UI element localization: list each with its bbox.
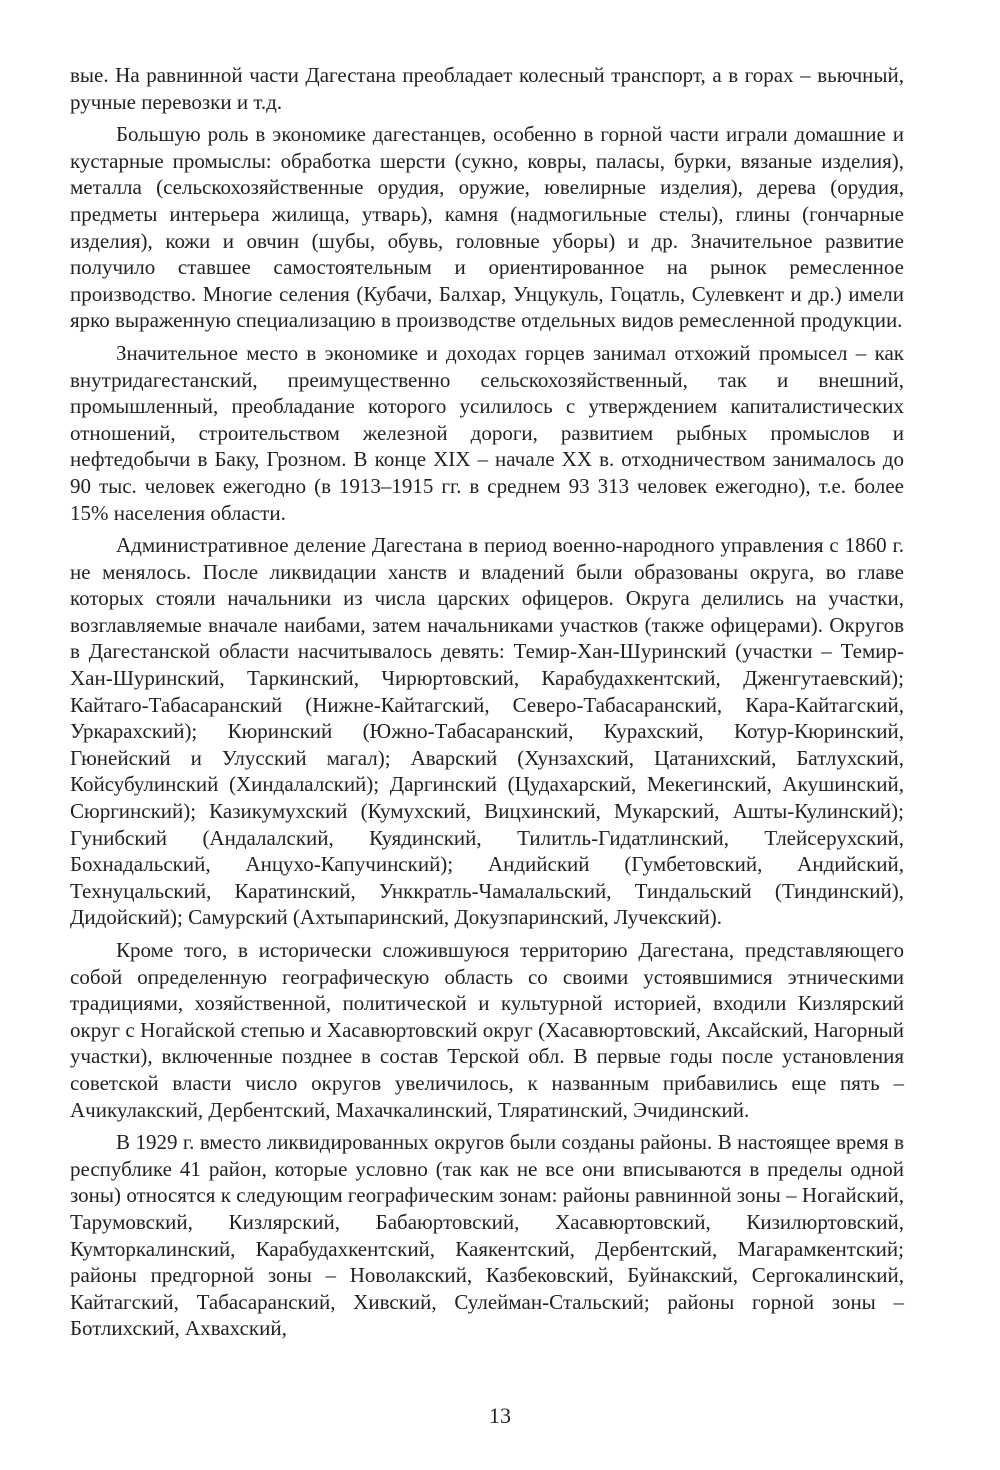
paragraph-migrant-work: Значительное место в экономике и доходах горцев занимал отхожий промысел – как внутридагестанский, преимущественно сельскохозяйственный, так и внешний, промышленный, преобладание которого усилилось с утверждением капиталистических отношений, строительством железной дороги, развитием рыбных промыслов и нефтедобычи в Баку, Грозном. В конце XIX – начале XX в. отходничеством занималось до 90 тыс. человек ежегодно (в 1913–1915 гг. в среднем 93 313 человек ежегодно), т.е. более 15% населения области.	[70, 340, 904, 525]
paragraph-historical-territory: Кроме того, в исторически сложившуюся территорию Дагестана, представляющего собой определенную географическую область со своими устоявшимися этническими традициями, хозяйственной, политической и культурной историей, входили Кизлярский округ с Ногайской степью и Хасавюртовский округ (Хасавюртовский, Аксайский, Нагорный участки), включенные позднее в состав Терской обл. В первые годы после установления советской власти число округов увеличилось, к названным прибавились еще пять – Ачикулакский, Дербентский, Махачкалинский, Тляратинский, Эчидинский.	[70, 938, 904, 1122]
page-number: 13	[489, 1403, 511, 1428]
paragraph-continued: вые. На равнинной части Дагестана преобладает колесный транспорт, а в горах – вьючный, ручные перевозки и т.д.	[70, 63, 904, 114]
body-text	[70, 62, 904, 1348]
paragraph-administrative-division: Административное деление Дагестана в период военно-народного управления с 1860 г. не менялось. После ликвидации ханств и владений были образованы округа, во главе которых стояли начальники из числа царских офицеров. Округа делились на участки, возглавляемые вначале наибами, затем начальниками участков (также офицерами). Округов в Дагестанской области насчитывалось девять: Темир-Хан-Шуринский (участки – Темир-Хан-Шуринский, Таркинский, Чирюртовский, Карабудахкентский, Дженгутаевский); Кайтаго-Табасаранский (Нижне-Кайтагский, Северо-Табасаранский, Кара-Кайтагский, Уркарахский); Кюринский (Южно-Табасаранский, Курахский, Котур-Кюринский, Гюнейский и Улусский магал); Аварский (Хунзахский, Цатанихский, Батлухский, Койсубулинский (Хиндалалский); Даргинский (Цудахарский, Мекегинский, Акушинский, Сюргинский); Казикумухский (Кумухский, Вицхинский, Мукарский, Ашты-Кулинский); Гунибский (Андалалский, Куядинский, Тилитль-Гидатлинский, Тлейсерухский, Бохнадальский, Анцухо-Капучинский); Андийский (Гумбетовский, Андийский, Технуцальский, Каратинский, Унккратль-Чамалальский, Тиндальский (Тиндинский), Дидойский); Самурский (Ахтыпаринский, Докузпаринский, Лучекский).	[70, 533, 904, 930]
paragraph-crafts: Большую роль в экономике дагестанцев, особенно в горной части играли домашние и кустарные промыслы: обработка шерсти (сукно, ковры, паласы, бурки, вязаные изделия), металла (сельскохозяйственные орудия, оружие, ювелирные изделия), дерева (орудия, предметы интерьера жилища, утварь), камня (надмогильные стелы), глины (гончарные изделия), кожи и овчин (шубы, обувь, головные уборы) и др. Значительное развитие получило ставшее самостоятельным и ориентированное на рынок ремесленное производство. Многие селения (Кубачи, Балхар, Унцукуль, Гоцатль, Сулевкент и др.) имели ярко выраженную специализацию в производстве отдельных видов ремесленной продукции.	[70, 122, 904, 333]
paragraph-districts: В 1929 г. вместо ликвидированных округов были созданы районы. В настоящее время в республике 41 район, которые условно (так как не все они вписываются в пределы одной зоны) относятся к следующим географическим зонам: районы равнинной зоны – Ногайский, Тарумовский, Кизлярский, Бабаюртовский, Хасавюртовский, Кизилюртовский, Кумторкалинский, Карабудахкентский, Каякентский, Дербентский, Магарамкентский; районы предгорной зоны – Новолакский, Казбековский, Буйнакский, Сергокалинский, Кайтагский, Табасаранский, Хивский, Сулейман-Стальский; районы горной зоны – Ботлихский, Ахвахский,	[70, 1130, 904, 1341]
